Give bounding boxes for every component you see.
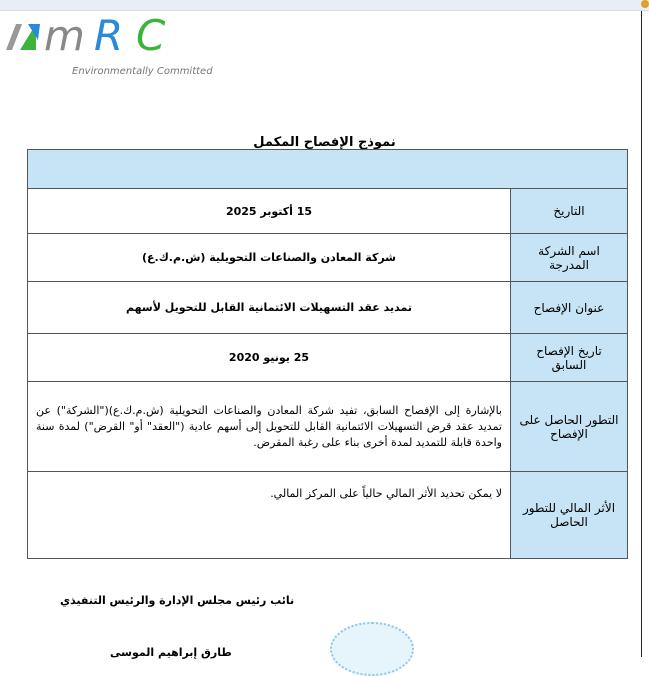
disclosure-table <box>27 149 628 559</box>
row-value: لا يمكن تحديد الأثر المالي حالياً على المركز المالي. <box>28 472 511 559</box>
table-row <box>28 234 628 282</box>
form-title: نموذج الإفصاح المكمل <box>253 135 396 150</box>
svg-text:R: R <box>94 14 124 54</box>
row-label: تاريخ الإفصاح السابق <box>511 334 628 382</box>
page-edge <box>641 11 642 657</box>
table-row <box>28 189 628 234</box>
logo-tagline: Environmentally Committed <box>72 66 213 77</box>
svg-text:C: C <box>136 14 166 54</box>
row-value: تمديد عقد التسهيلات الائتمانية القابل للتحويل لأسهم <box>28 282 511 334</box>
browser-top-bar <box>0 0 649 11</box>
row-label: التطور الحاصل على الإفصاح <box>511 382 628 472</box>
signatory-position: نائب رئيس مجلس الإدارة والرئيس التنفيذي <box>60 594 295 607</box>
row-label: عنوان الإفصاح <box>511 282 628 334</box>
row-value: بالإشارة إلى الإفصاح السابق، تفيد شركة المعادن والصناعات التحويلية (ش.م.ك.ع)("الشركة") عن تمديد عقد قرض التسهيلات الائتمانية القابل للتحويل إلى أسهم عادية ("العقد" أو" القرض") لمدة سنة واحدة قابلة للتمديد لمدة أخرى بناء على رغبة المقرض. <box>28 382 511 472</box>
row-label: الأثر المالي للتطور الحاصل <box>511 472 628 559</box>
company-stamp <box>330 622 414 676</box>
row-value: 25 يونيو 2020 <box>28 334 511 382</box>
row-label: التاريخ <box>511 189 628 234</box>
status-icon <box>641 0 649 8</box>
row-value: 15 أكتوبر 2025 <box>28 189 511 234</box>
table-row <box>28 382 628 472</box>
svg-text:m: m <box>44 14 83 54</box>
table-row <box>28 472 628 559</box>
signatory-name: طارق إبراهيم الموسى <box>110 646 232 659</box>
mrc-logo <box>6 14 201 58</box>
row-label: اسم الشركة المدرجة <box>511 234 628 282</box>
table-header-row <box>28 150 628 189</box>
table-row <box>28 282 628 334</box>
table-row <box>28 334 628 382</box>
row-value: شركة المعادن والصناعات التحويلية (ش.م.ك.ع) <box>28 234 511 282</box>
